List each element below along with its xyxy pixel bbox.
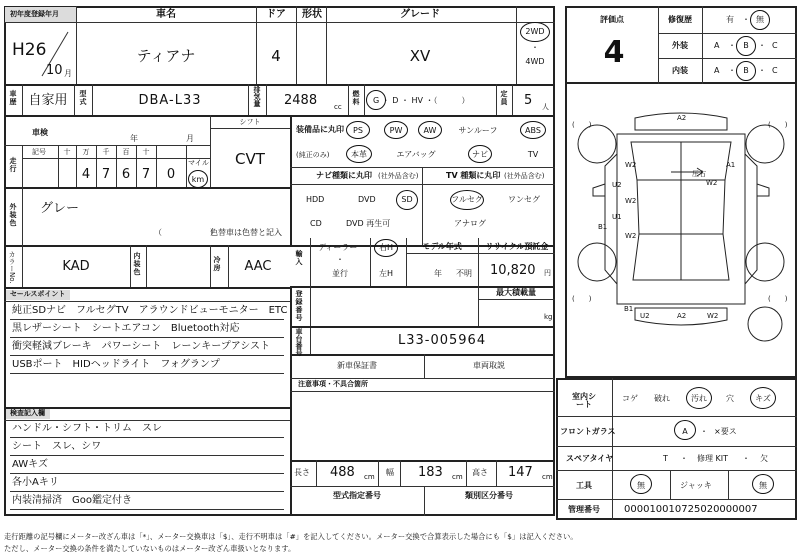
reg-month: 10 <box>46 63 63 78</box>
windshield-x: ×要ス <box>714 427 737 436</box>
digit-header-1: 万 <box>82 148 90 156</box>
equip-sunroof: サンルーフ <box>458 126 498 135</box>
shape-label: 形状 <box>302 9 322 20</box>
diag-w2-d: W2 <box>625 232 637 240</box>
color-code-label: カラーNo. <box>8 251 16 284</box>
import-label: 輸入 <box>295 250 303 266</box>
mileage-digit-2: 6 <box>121 167 131 182</box>
grade-label: グレード <box>400 9 440 20</box>
sheet-ana: 穴 <box>726 394 734 403</box>
recycle-value: 10,820 <box>490 263 536 278</box>
equip-ps: PS <box>353 126 363 135</box>
spare-none: 欠 <box>760 454 768 463</box>
max-load-label: 最大積載量 <box>496 288 536 297</box>
interior-c: C <box>772 66 778 75</box>
windshield-a: A <box>682 427 688 436</box>
inspection-month: 月 <box>186 134 194 143</box>
equipment-sub: (純正のみ) <box>296 151 330 159</box>
inspector-line-3: AWキズ <box>12 459 48 470</box>
tools-label: 工具 <box>576 481 592 490</box>
mile-label: マイル <box>188 159 209 167</box>
footer-note-1: 走行距離の記号欄にメーター改ざん車は「*」、メーター交換車は「$」、走行不明車は「#」を記入してください。メーター交換で合算表示した場合にも「$」は記入ください。 <box>4 532 578 541</box>
diag-a2-bottom: A2 <box>677 312 687 320</box>
type-number-label: 型式指定番号 <box>333 491 381 500</box>
width-unit: cm <box>452 473 463 481</box>
color-code: KAD <box>62 259 90 274</box>
chassis-label: 車台番号 <box>295 328 303 356</box>
tv-header: TV 種類に丸印 <box>446 171 501 180</box>
diag-w2-c: W2 <box>625 197 637 205</box>
vehicle-manual: 車両取説 <box>473 361 505 370</box>
interior-a: A <box>714 66 720 75</box>
import-left-h: 左H <box>378 269 394 278</box>
exterior-a: A <box>714 41 720 50</box>
recycle-label: リサイクル預託金 <box>485 242 549 251</box>
car-name-label: 車名 <box>156 9 176 20</box>
nav-cd: CD <box>310 219 322 228</box>
interior-sheet-label: 室内シート <box>572 392 596 409</box>
model-year-unit: 年 <box>434 269 442 278</box>
jack-value: 無 <box>759 481 767 490</box>
exterior-b: B <box>743 41 749 50</box>
equipment-label: 装備品に丸印 <box>296 125 344 134</box>
diag-bracket-4: ( ) <box>768 295 788 303</box>
import-dealer: ディーラー <box>318 243 358 252</box>
model: DBA-L33 <box>138 93 202 108</box>
diag-u1: U1 <box>612 213 622 221</box>
displacement-label: 排気量 <box>253 86 261 107</box>
interior-color-label: 内装色 <box>133 252 141 276</box>
nav-sub: (社外品含む) <box>378 172 419 180</box>
capacity: 5 <box>524 93 533 108</box>
tv-fullseg: フルセグ <box>451 195 483 204</box>
length-unit: cm <box>364 473 375 481</box>
diag-b1-a: B1 <box>598 223 608 231</box>
fuel-options: G ・ D ・ HV ・（ ） <box>373 96 470 105</box>
shift: CVT <box>235 150 265 168</box>
digit-header-2: 千 <box>102 148 110 156</box>
inspector-line-1: ハンドル・シフト・トリム スレ <box>12 423 162 434</box>
diag-bracket-1: ( ) <box>572 121 592 129</box>
diag-u2-b: U2 <box>640 312 650 320</box>
sales-line-4: USBポート HIDヘッドライト フォグランプ <box>12 359 220 370</box>
diag-b1-b: B1 <box>624 305 634 313</box>
interior-label: 内装 <box>672 66 688 75</box>
diag-bracket-2: ( ) <box>768 121 788 129</box>
ac-label: 冷房 <box>213 256 221 272</box>
diag-arrow-note: 圧右 <box>692 170 706 178</box>
record-label: 記号 <box>32 148 46 156</box>
color-value: グレー <box>40 201 80 216</box>
width-value: 183 <box>418 465 443 480</box>
first-reg-label: 初年度登録年月 <box>10 10 59 18</box>
capacity-unit: 人 <box>542 103 549 111</box>
mileage-digit-1: 7 <box>101 167 111 182</box>
tools-value: 無 <box>637 481 645 490</box>
color-label: 外装色 <box>9 203 17 227</box>
equip-aw: AW <box>423 126 437 135</box>
exterior-label: 外装 <box>672 41 688 50</box>
vehicle-class: 自家用 <box>28 93 68 108</box>
footer-note-2: ただし、メーター交換の条件を満たしていないものはメーター改ざん車扱いとなります。 <box>4 544 296 553</box>
vehicle-class-label: 車歴 <box>9 90 17 106</box>
drive-4wd: 4WD <box>525 57 545 66</box>
recycle-yen: 円 <box>544 269 551 277</box>
tv-oneseg: ワンセグ <box>508 195 540 204</box>
car-name: ティアナ <box>136 47 196 65</box>
door-label: ドア <box>266 9 286 20</box>
color-note-paren: （ ） <box>154 228 218 237</box>
score-value: 4 <box>603 35 625 70</box>
import-parallel: 並行 <box>332 269 348 278</box>
import-right-h: 右H <box>378 243 394 252</box>
diag-w2-e: W2 <box>707 312 719 320</box>
car-outline-diagram <box>565 84 797 378</box>
length-label: 長さ <box>294 468 310 477</box>
sales-line-1: 純正SDナビ フルセグTV アラウンドビューモニター ETC <box>12 305 288 316</box>
equip-navi: ナビ <box>472 150 488 159</box>
spare-label: スペアタイヤ <box>566 454 614 463</box>
spare-t: T <box>663 454 668 463</box>
fuel-label: 燃料 <box>352 90 360 106</box>
height-value: 147 <box>508 465 533 480</box>
notice-label: 注意事項・不具合箇所 <box>298 380 368 388</box>
sheet-yogore: 汚れ <box>691 394 707 403</box>
jack-label: ジャッキ <box>680 481 712 490</box>
sales-line-2: 黒レザーシート シートエアコン Bluetooth対応 <box>12 323 240 334</box>
windshield-label: フロントガラス <box>560 427 616 436</box>
inspector-line-5: 内装清掃済 Goo鑑定付き <box>12 495 132 506</box>
nav-sd: SD <box>401 195 413 204</box>
sales-line-3: 衝突軽減ブレーキ パワーシート レーンキープアシスト <box>12 341 270 352</box>
inspector-label: 検査記入欄 <box>10 409 45 417</box>
management-label: 管理番号 <box>568 505 600 514</box>
height-unit: cm <box>542 473 553 481</box>
management-number: 000010010725020000007 <box>624 504 758 515</box>
shift-label: シフト <box>239 118 261 126</box>
model-year-label: モデル年式 <box>422 242 462 251</box>
mileage-unit: km <box>191 175 205 184</box>
digit-header-4: 十 <box>142 148 150 156</box>
cc-unit: cc <box>334 103 342 111</box>
equip-leather: 本革 <box>351 150 367 159</box>
sales-points-label: セールスポイント <box>10 290 66 298</box>
equip-pw: PW <box>389 126 403 135</box>
digit-header-0: 十 <box>63 148 71 156</box>
nav-dvd: DVD <box>358 195 376 204</box>
ac-value: AAC <box>244 259 272 274</box>
drive-dot: ・ <box>531 43 539 52</box>
sheet-yabure: 破れ <box>654 394 670 403</box>
sheet-kizu: キズ <box>755 394 771 403</box>
nav-header: ナビ種類に丸印 <box>316 171 372 180</box>
diag-u2-a: U2 <box>612 181 622 189</box>
mileage-digit-0: 4 <box>81 167 91 182</box>
chassis-number: L33-005964 <box>398 333 487 348</box>
width-label: 幅 <box>386 468 394 477</box>
tv-sub: (社外品含む) <box>504 172 545 180</box>
sheet-koge: コゲ <box>622 394 638 403</box>
color-note: 色替車は色替と記入 <box>210 228 282 237</box>
repair-no: 無 <box>756 15 764 24</box>
capacity-label: 定員 <box>500 90 508 106</box>
grade: XV <box>409 47 431 65</box>
new-warranty: 新車保証書 <box>337 361 377 370</box>
equip-abs: ABS <box>525 126 541 135</box>
equip-tv: TV <box>527 150 539 159</box>
class-number-label: 類別区分番号 <box>465 491 513 500</box>
displacement: 2488 <box>284 93 318 108</box>
repair-yes: 有 <box>726 15 734 24</box>
reg-no-label: 登録番号 <box>295 290 303 322</box>
model-year-unknown: 不明 <box>456 269 472 278</box>
drive-2wd: 2WD <box>525 27 545 36</box>
model-label: 型式 <box>79 90 87 106</box>
equip-airbag: エアバッグ <box>396 150 436 159</box>
import-dot: ・ <box>336 255 344 264</box>
inspector-line-4: 各小Aキリ <box>12 477 59 488</box>
repair-label: 修復歴 <box>668 15 692 24</box>
length-value: 488 <box>330 465 355 480</box>
doors: 4 <box>271 47 281 65</box>
inspection-label: 車検 <box>32 128 48 137</box>
nav-dvd-play: DVD 再生可 <box>346 219 391 228</box>
spare-kit: 修理 KIT <box>697 454 729 463</box>
windshield-dot: ・ <box>700 427 708 436</box>
inspector-line-2: シート スレ、シワ <box>12 441 102 452</box>
score-label: 評価点 <box>600 15 624 24</box>
nav-hdd: HDD <box>306 195 325 204</box>
inspection-year: 年 <box>130 134 138 143</box>
diag-a2-top: A2 <box>677 114 687 122</box>
exterior-c: C <box>772 41 778 50</box>
mileage-digit-4: 0 <box>166 167 176 182</box>
reg-month-unit: 月 <box>64 69 72 78</box>
mileage-digit-3: 7 <box>141 167 151 182</box>
diag-w2-a: W2 <box>625 161 637 169</box>
diag-a1: A1 <box>726 161 736 169</box>
era-year: H26 <box>12 40 47 60</box>
diag-bracket-3: ( ) <box>572 295 592 303</box>
digit-header-3: 百 <box>122 148 130 156</box>
tv-analog: アナログ <box>454 219 486 228</box>
height-label: 高さ <box>472 468 488 477</box>
max-load-unit: kg <box>544 313 553 321</box>
mileage-label: 走行 <box>9 157 17 173</box>
interior-b: B <box>743 66 749 75</box>
diag-w2-b: W2 <box>706 179 718 187</box>
